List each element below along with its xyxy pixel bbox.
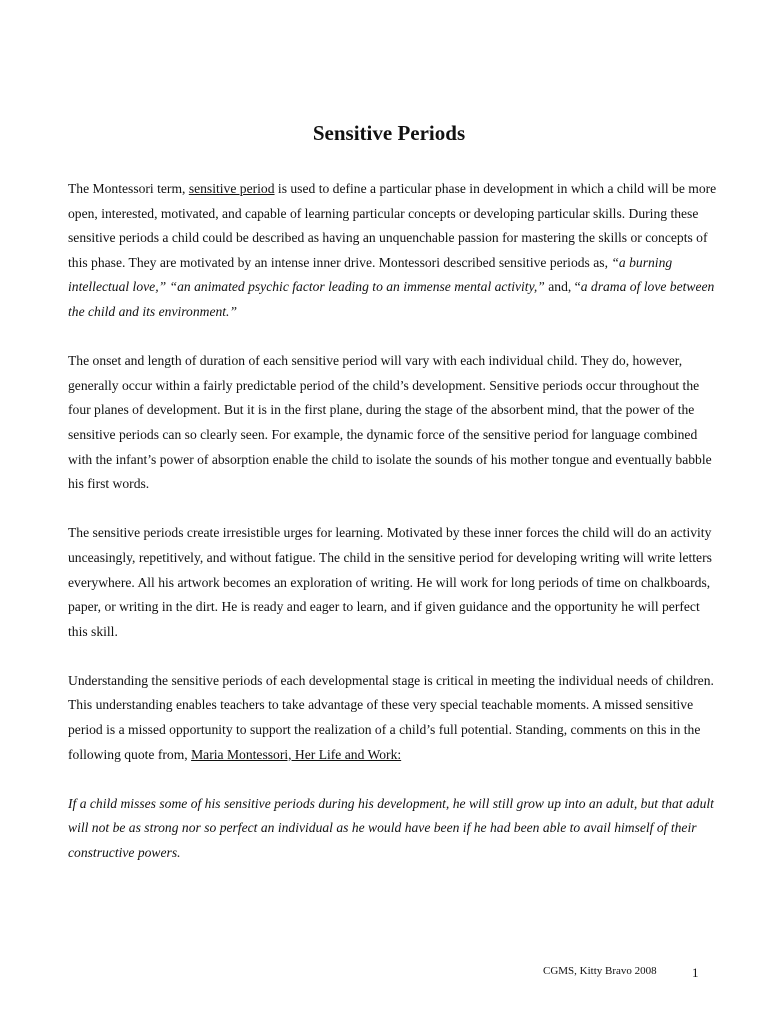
italic-quote: “a burning intellectual love,” “an animated psychic factor leading to an immense mental activity,” <box>68 254 673 295</box>
paragraph-text: is used to define a particular phase in development in which a child will be more open, interested, motivated, and capable of learning particular concepts or developing particular skills. During these sensitive periods a child could be described as having an unquenchable passion for mastering the skills or concepts of this phase. They are motivated by an intense inner drive. Montessori described sensitive periods as, <box>68 181 717 270</box>
document-body <box>68 177 720 890</box>
page-title: Sensitive Periods <box>312 121 466 145</box>
paragraph-text: The Montessori term, <box>68 181 189 196</box>
underlined-term: sensitive period <box>188 181 275 196</box>
italic-quote: a drama of love between the child and its environment.” <box>68 279 715 319</box>
footer-credit: CGMS, Kitty Bravo 2008 <box>543 965 657 977</box>
block-quote: If a child misses some of his sensitive periods during his development, he will still grow up into an adult, but that adult will not be as strong nor so perfect an individual as he would have been if he had been able to avail himself of their constructive powers. <box>68 795 714 861</box>
page-number: 1 <box>692 965 699 980</box>
paragraph-definition <box>68 177 720 325</box>
paragraph-understanding <box>68 669 720 767</box>
paragraph-urges: The sensitive periods create irresistible urges for learning. Motivated by these inner forces the child will do an activity unceasingly, repetitively, and without fatigue. The child in the sensitive period for developing writing will write letters everywhere. All his artwork becomes an exploration of writing. He will work for long periods of time on chalkboards, paper, or writing in the dirt. He is ready and eager to learn, and if given guidance and the opportunity he will perfect this skill. <box>68 525 712 639</box>
paragraph-onset: The onset and length of duration of each sensitive period will vary with each individual child. They do, however, generally occur within a fairly predictable period of the child’s development. Sensitive periods occur throughout the four planes of development. But it is in the first plane, during the stage of the absorbent mind, that the power of the sensitive periods can so clearly seen. For example, the dynamic force of the sensitive period for language combined with the infant’s power of absorption enable the child to isolate the sounds of his mother tongue and eventually babble his first words. <box>68 353 712 492</box>
paragraph-text: Understanding the sensitive periods of each developmental stage is critical in meeting the individual needs of children. This understanding enables teachers to take advantage of these very special teachable moments. A missed sensitive period is a missed opportunity to support the realization of a child’s full potential. Standing, comments on this in the following quote from, <box>68 672 714 762</box>
paragraph-text: and, “ <box>544 279 581 295</box>
book-title: Maria Montessori, Her Life and Work: <box>191 746 402 762</box>
